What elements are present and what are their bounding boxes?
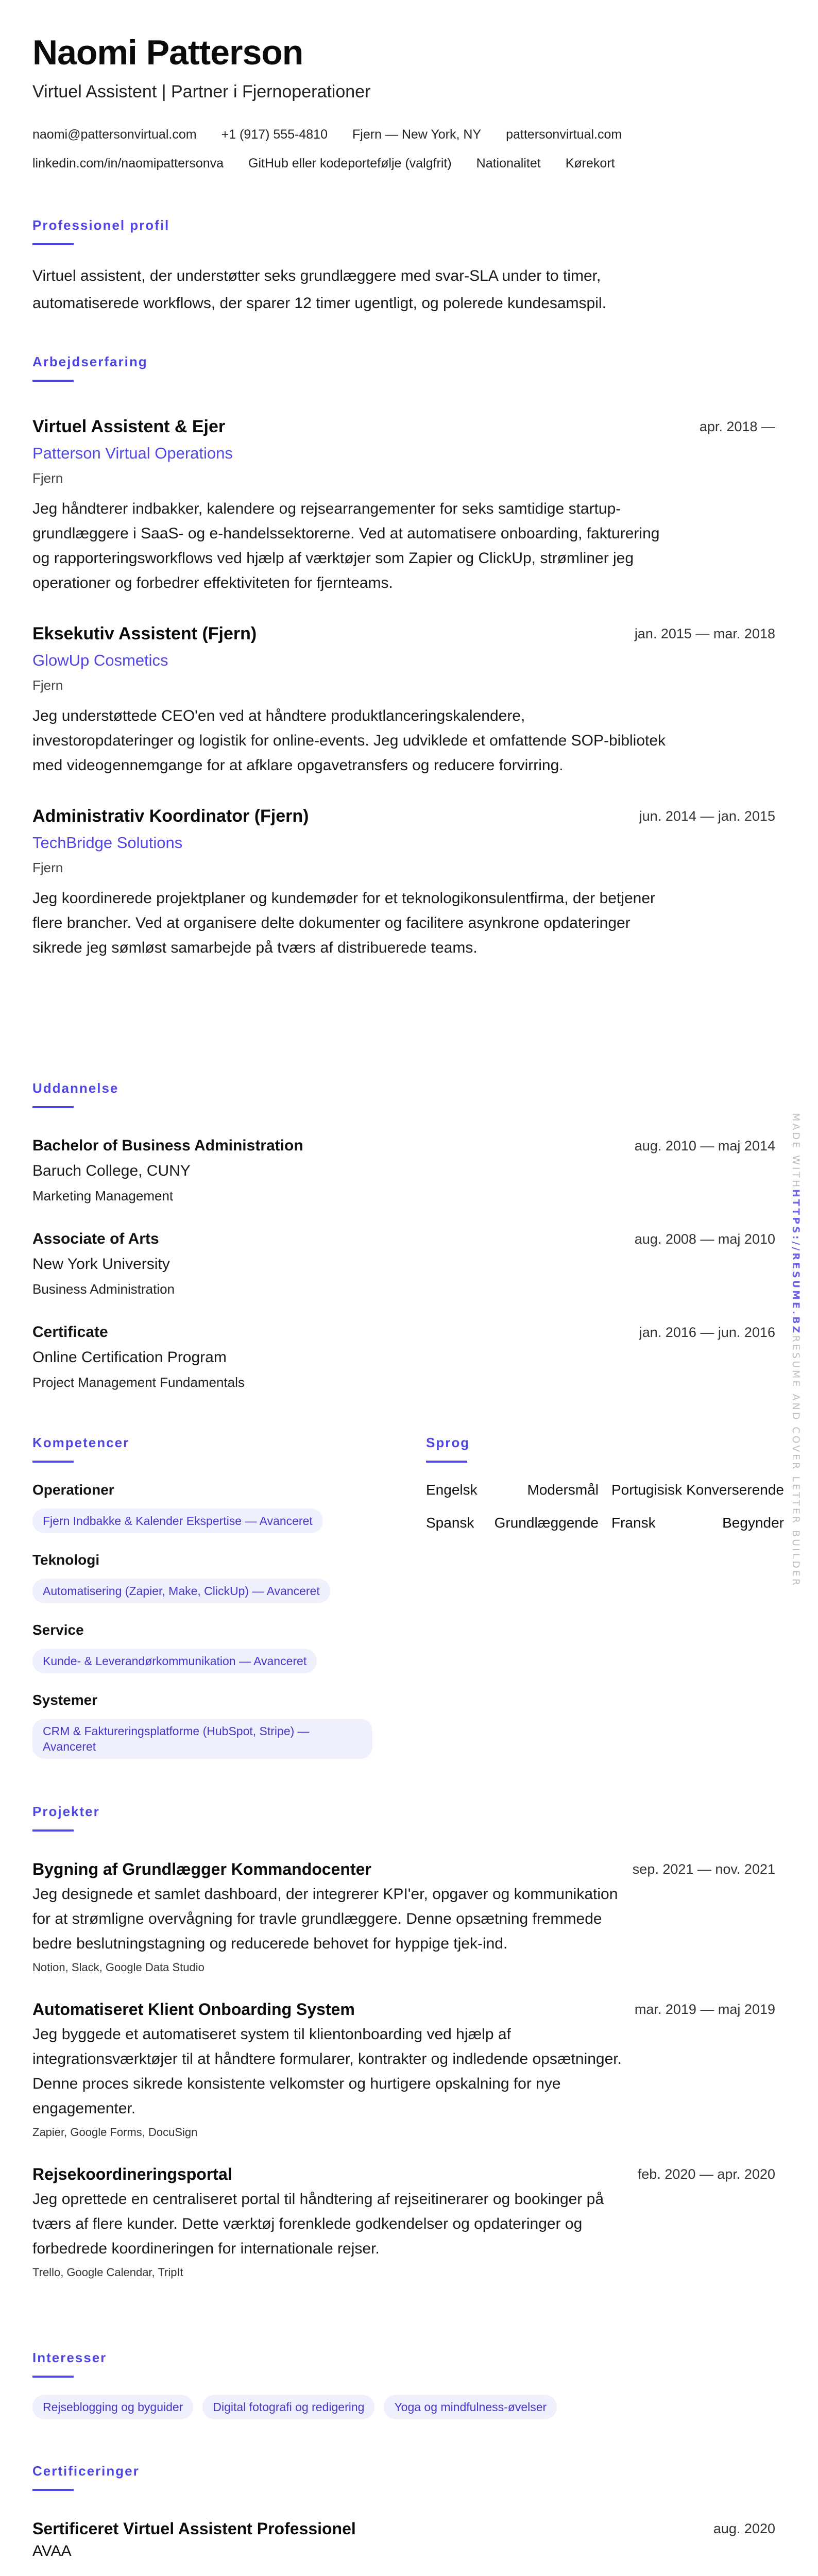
language-item xyxy=(426,1514,599,1532)
skill-group-title: Service xyxy=(32,1622,84,1638)
project-date: sep. 2021 — nov. 2021 xyxy=(632,1861,775,1877)
contact-license: Kørekort xyxy=(565,156,615,171)
watermark xyxy=(790,1113,802,1587)
section-heading: Certificeringer xyxy=(32,2463,140,2479)
experience-section xyxy=(32,354,775,960)
job-entry xyxy=(32,805,775,960)
project-title: Bygning af Grundlægger Kommandocenter xyxy=(32,1860,371,1878)
section-heading: Sprog xyxy=(426,1435,470,1450)
education-date: aug. 2008 — maj 2010 xyxy=(634,1231,775,1247)
education-date: aug. 2010 — maj 2014 xyxy=(634,1138,775,1154)
contact-linkedin[interactable]: linkedin.com/in/naomipattersonva xyxy=(32,156,224,171)
project-date: feb. 2020 — apr. 2020 xyxy=(637,2166,775,2182)
heading-underline xyxy=(32,2376,74,2378)
job-company: TechBridge Solutions xyxy=(32,834,183,852)
contact-nationality: Nationalitet xyxy=(476,156,541,171)
contact-website[interactable]: pattersonvirtual.com xyxy=(506,127,622,142)
project-title: Rejsekoordineringsportal xyxy=(32,2165,232,2183)
profile-section xyxy=(32,217,775,317)
candidate-name: Naomi Patterson xyxy=(32,33,303,72)
heading-underline xyxy=(32,1106,74,1108)
skill-pill: Fjern Indbakke & Kalender Ekspertise — Avanceret xyxy=(32,1509,323,1533)
project-description: Jeg oprettede en centraliseret portal til håndtering af rejseitinerarer og bookinger på tværs af flere kunder. Dette værktøj forenklede godkendelser og opdateringer og forbedrede koordineringen for internationale rejser. xyxy=(32,2191,604,2257)
certification-issuer: AVAA xyxy=(32,2543,72,2560)
section-heading: Professionel profil xyxy=(32,217,170,233)
languages-section xyxy=(426,1435,787,1532)
job-date: jan. 2015 — mar. 2018 xyxy=(634,626,775,641)
contact-phone[interactable]: +1 (917) 555-4810 xyxy=(221,127,328,142)
education-section xyxy=(32,1080,775,1392)
degree: Associate of Arts xyxy=(32,1230,159,1247)
contact-list xyxy=(32,124,741,174)
heading-underline xyxy=(32,2489,74,2491)
institution: Baruch College, CUNY xyxy=(32,1162,191,1179)
certification-entry xyxy=(32,2517,775,2562)
heading-underline xyxy=(426,1461,467,1463)
heading-underline xyxy=(32,243,74,245)
language-level: Modersmål xyxy=(527,1482,599,1498)
skill-pill: Automatisering (Zapier, Make, ClickUp) — Avanceret xyxy=(32,1579,330,1603)
language-name: Fransk xyxy=(611,1515,656,1531)
language-list xyxy=(426,1481,787,1532)
job-location: Fjern xyxy=(32,470,63,486)
language-item xyxy=(611,1481,784,1499)
skill-group-title: Operationer xyxy=(32,1482,114,1498)
section-heading: Projekter xyxy=(32,1804,100,1819)
degree: Certificate xyxy=(32,1324,108,1341)
job-entry xyxy=(32,622,775,778)
section-heading: Interesser xyxy=(32,2350,107,2365)
section-heading: Kompetencer xyxy=(32,1435,130,1450)
contact-email[interactable]: naomi@pattersonvirtual.com xyxy=(32,127,197,142)
section-heading: Arbejdserfaring xyxy=(32,354,148,369)
job-description: Jeg håndterer indbakker, kalendere og rejsearrangementer for seks samtidige startup-grundlæggere i SaaS- og e-handelssektorerne. Ved at automatisere onboarding, fakturering og rapporteringsworkflows ved hjælp af værktøjer som Zapier og ClickUp, strømliner jeg operationer og forbedrer effektiviteten for fjernteams. xyxy=(32,500,660,591)
heading-underline xyxy=(32,1829,74,1832)
job-title: Eksekutiv Assistent (Fjern) xyxy=(32,624,257,643)
contact-location: Fjern — New York, NY xyxy=(352,127,482,142)
job-location: Fjern xyxy=(32,677,63,693)
job-company: GlowUp Cosmetics xyxy=(32,651,168,669)
candidate-title: Virtuel Assistent | Partner i Fjernoperationer xyxy=(32,82,371,101)
interests-section xyxy=(32,2350,775,2419)
skill-pill: CRM & Faktureringsplatforme (HubSpot, Stripe) — Avanceret xyxy=(32,1719,372,1759)
institution: Online Certification Program xyxy=(32,1349,227,1366)
heading-underline xyxy=(32,380,74,382)
project-date: mar. 2019 — maj 2019 xyxy=(634,2002,775,2017)
job-description: Jeg koordinerede projektplaner og kundemøder for et teknologikonsulentfirma, der betjener flere brancher. Ved at organisere delte dokumenter og facilitere asynkrone opdateringer sikrede jeg sømløst samarbejde på tværs af distribuerede teams. xyxy=(32,890,656,956)
projects-section xyxy=(32,1804,775,2281)
watermark-link[interactable]: HTTPS://RESUME.BZ xyxy=(790,1189,802,1335)
job-description: Jeg understøttede CEO'en ved at håndtere produktlanceringskalendere, investoropdateringer og logistik for online-events. Jeg udviklede et omfattende SOP-bibliotek med videogennemgange for at afklare opgavetransfers og reducere forvirring. xyxy=(32,707,666,774)
field-of-study: Business Administration xyxy=(32,1281,175,1297)
interest-pill: Yoga og mindfulness-øvelser xyxy=(384,2395,557,2419)
job-entry xyxy=(32,415,775,596)
language-item xyxy=(426,1481,599,1499)
project-tech: Zapier, Google Forms, DocuSign xyxy=(32,2126,198,2139)
skill-pill: Kunde- & Leverandørkommunikation — Avanceret xyxy=(32,1649,317,1673)
project-entry xyxy=(32,1998,775,2141)
project-description: Jeg designede et samlet dashboard, der integrerer KPI'er, opgaver og kommunikation for at strømligne overvågning for travle grundlæggere. Denne opsætning fremmede bedre beslutningstagning og reducerede behovet for hyppige tjek-ind. xyxy=(32,1886,618,1952)
skill-group-title: Teknologi xyxy=(32,1552,100,1568)
job-date: jun. 2014 — jan. 2015 xyxy=(639,808,775,824)
language-item xyxy=(611,1514,784,1532)
project-description: Jeg byggede et automatiseret system til klientonboarding ved hjælp af integrationsværktøjer til at håndtere formularer, kontrakter og indledende opsætninger. Denne proces sikrede konsistente velkomster og hurtigere opskalning for nye engagementer. xyxy=(32,2026,622,2117)
education-entry xyxy=(32,1229,775,1298)
language-name: Spansk xyxy=(426,1515,474,1531)
interest-pill: Digital fotografi og redigering xyxy=(202,2395,374,2419)
job-company: Patterson Virtual Operations xyxy=(32,444,233,462)
education-entry xyxy=(32,1136,775,1205)
institution: New York University xyxy=(32,1256,170,1273)
project-entry xyxy=(32,2163,775,2281)
certification-title: Sertificeret Virtuel Assistent Professionel xyxy=(32,2519,356,2538)
heading-underline xyxy=(32,1461,74,1463)
certifications-section xyxy=(32,2463,775,2562)
project-entry xyxy=(32,1858,775,1976)
education-entry xyxy=(32,1322,775,1392)
degree: Bachelor of Business Administration xyxy=(32,1137,303,1154)
job-title: Administrativ Koordinator (Fjern) xyxy=(32,806,309,826)
profile-text: Virtuel assistent, der understøtter seks grundlæggere med svar-SLA under to timer, automatiserede workflows, der sparer 12 timer ugentligt, og polerede kundesamspil. xyxy=(32,267,606,312)
language-name: Portugisisk xyxy=(611,1482,682,1498)
field-of-study: Marketing Management xyxy=(32,1188,174,1204)
interest-list xyxy=(32,2395,775,2419)
skill-group-title: Systemer xyxy=(32,1692,98,1708)
section-heading: Uddannelse xyxy=(32,1080,119,1096)
education-date: jan. 2016 — jun. 2016 xyxy=(639,1325,775,1340)
project-tech: Trello, Google Calendar, TripIt xyxy=(32,2266,183,2279)
field-of-study: Project Management Fundamentals xyxy=(32,1375,245,1390)
language-level: Grundlæggende xyxy=(494,1515,599,1531)
language-level: Konverserende xyxy=(686,1482,784,1498)
contact-github[interactable]: GitHub eller kodeportefølje (valgfrit) xyxy=(248,156,452,171)
job-title: Virtuel Assistent & Ejer xyxy=(32,417,226,436)
certification-date: aug. 2020 xyxy=(713,2521,775,2536)
language-level: Begynder xyxy=(722,1515,784,1531)
watermark-suffix: RESUME AND COVER LETTER BUILDER xyxy=(790,1335,802,1588)
language-name: Engelsk xyxy=(426,1482,478,1498)
job-date: apr. 2018 — xyxy=(699,419,775,434)
project-title: Automatiseret Klient Onboarding System xyxy=(32,2000,355,2019)
project-tech: Notion, Slack, Google Data Studio xyxy=(32,1961,204,1974)
watermark-prefix: MADE WITH xyxy=(790,1113,802,1190)
job-location: Fjern xyxy=(32,860,63,875)
interest-pill: Rejseblogging og byguider xyxy=(32,2395,193,2419)
skills-section xyxy=(32,1435,393,1759)
